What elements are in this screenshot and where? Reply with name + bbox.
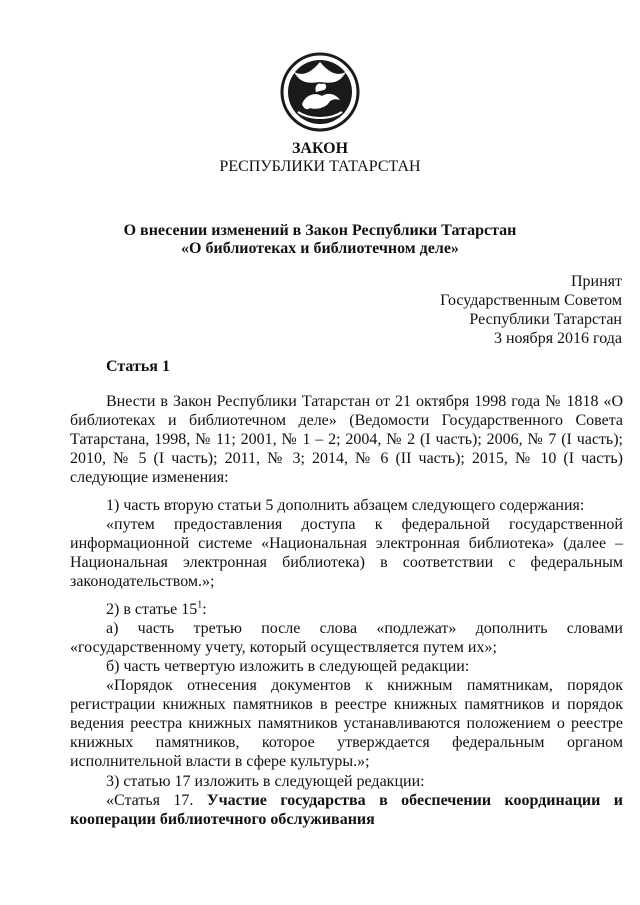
item-2-prefix: 2) в статье 15 [106, 601, 198, 618]
article-intro [70, 392, 623, 487]
item-1-text: 1) часть вторую статьи 5 дополнить абзацем следующего содержания: [106, 497, 585, 514]
item-2b-content: «Порядок отнесения документов к книжным памятникам, порядок регистрации книжных памятников в реестре книжных памятников и порядок ведения реестра книжных памятников устанавливаются положением о реестре книжных памятников, которое утверждается федеральным органом исполнительной власти в сфере культуры.»; [70, 677, 623, 770]
item-2a-text: а) часть третью после слова «подлежат» дополнить словами «государственному учету, который осуществляется путем их»; [70, 620, 623, 656]
item-3-content [70, 791, 623, 829]
adoption-line-2: Государственным Советом [440, 292, 622, 309]
item-1-block [70, 496, 623, 591]
law-heading: ЗАКОН [291, 140, 349, 157]
item-2-block [70, 600, 623, 771]
item-2-heading [70, 600, 623, 619]
article-heading: Статья 1 [106, 358, 170, 375]
law-title-line-1: О внесении изменений в Закон Республики Татарстан [123, 222, 517, 239]
adoption-line-3: Республики Татарстан [469, 311, 622, 328]
republic-heading: РЕСПУБЛИКИ ТАТАРСТАН [219, 158, 421, 175]
article-intro-text: Внести в Закон Республики Татарстан от 21 октября 1998 года № 1818 «О библиотеках и библиотечном деле» (Ведомости Государственного Совета Татарстана, 1998, № 11; 2001, № 1 – 2; 2004, № 2 (I часть); 2006, № 7 (I часть); 2010, № 5 (I часть); 2011, № 3; 2014, № 6 (II часть); 2015, № 10 (I часть) следующие изменения: [70, 393, 623, 486]
item-3-block [70, 772, 623, 829]
adoption-line-1: Принят [570, 273, 622, 290]
adoption-block [440, 272, 622, 348]
tatarstan-coat-of-arms-icon [280, 52, 360, 132]
item-2b-text: б) часть четвертую изложить в следующей редакции: [106, 658, 470, 675]
item-3-article-title: Участие государства в обеспечении координации и кооперации библиотечного обслуживания [70, 792, 624, 828]
item-1-content: «путем предоставления доступа к федеральной государственной информационной системе «Национальная электронная библиотека» (далее – Национальная электронная библиотека) в соответствии с федеральным законодательством.»; [70, 516, 623, 590]
item-3-text: 3) статью 17 изложить в следующей редакции: [106, 773, 425, 790]
item-2-superscript: 1 [197, 599, 203, 611]
adoption-date: 3 ноября 2016 года [493, 330, 622, 347]
item-2-suffix: : [202, 601, 207, 618]
law-title-line-2: «О библиотеках и библиотечном деле» [181, 240, 459, 257]
item-3-article-prefix: «Статья 17. [106, 792, 194, 809]
